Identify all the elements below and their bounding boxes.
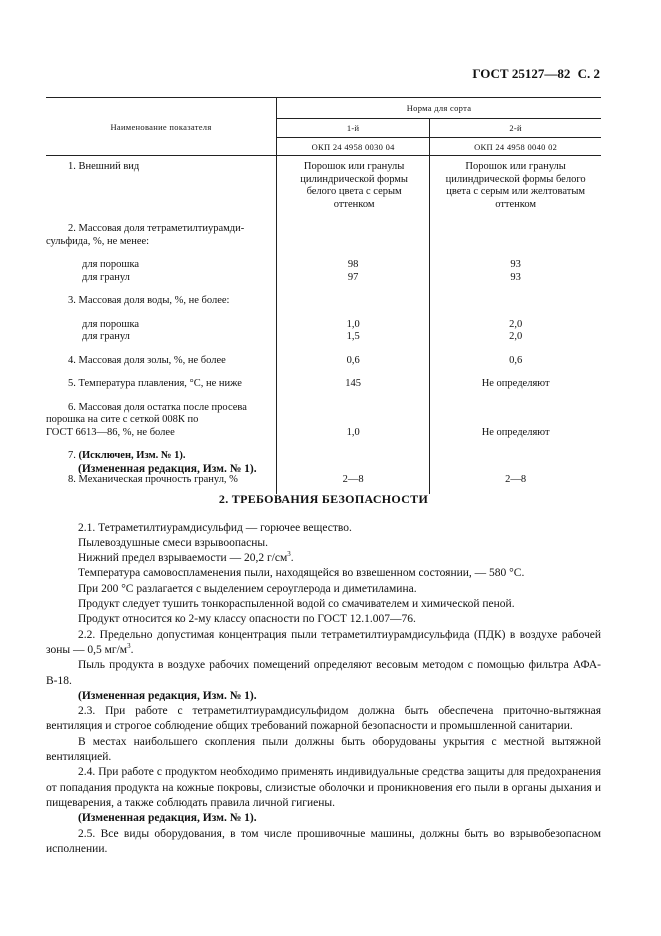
paragraph-text: Нижний предел взрываемости — 20,2 г/см [78, 552, 288, 565]
cell-value: 98 [277, 259, 430, 272]
paragraph: 2.1. Тетраметилтиурамдисульфид — горючее вещество. [78, 521, 352, 534]
row-label: 4. Массовая доля золы, %, не более [68, 354, 226, 366]
paragraph-text: 2.2. Предельно допустимая концентрация пыли тетраметилтиурамдисульфида (ПДК) в воздухе рабочей зоны — 0,5 мг/м [46, 628, 601, 656]
paragraph [46, 628, 601, 659]
table-row [46, 331, 601, 344]
period: . [290, 552, 294, 565]
table-row [46, 223, 601, 248]
paragraph [46, 551, 601, 566]
cell-value: 93 [430, 259, 601, 272]
row-label: (Исключен, Изм. № 1). [78, 450, 186, 461]
page-number: С. 2 [577, 66, 600, 81]
row-sublabel: для порошка [82, 259, 140, 270]
cell-value: Не определяют [430, 402, 601, 440]
paragraph: Продукт относится ко 2-му классу опасности по ГОСТ 12.1.007—76. [78, 613, 416, 626]
paragraph: В местах наибольшего скопления пыли должны быть оборудованы укрытия с местной вытяжной вентиляцией. [46, 735, 601, 764]
cell-value: 1,0 [277, 319, 430, 332]
table-row [46, 450, 601, 463]
table-row [46, 319, 601, 332]
superscript: 3 [287, 550, 291, 559]
col-name-header: Наименование показателя [110, 121, 212, 132]
period: . [130, 643, 134, 656]
cell-value: 2,0 [430, 319, 601, 332]
cell-value: 0,6 [430, 355, 601, 368]
row-label: 1. Внешний вид [68, 161, 140, 172]
row-sublabel: для гранул [82, 331, 130, 342]
table-row [46, 161, 601, 211]
page-header [468, 66, 600, 82]
cell-value: Не определяют [430, 378, 601, 391]
cell-value: 0,6 [277, 355, 430, 368]
okp2-header: ОКП 24 4958 0040 02 [430, 138, 601, 156]
spec-table [46, 97, 601, 494]
table-row [46, 402, 601, 440]
table-row [46, 295, 601, 308]
row-label: 5. Температура плавления, °С, не ниже [68, 378, 242, 389]
cell-value: Порошок или гранулы цилиндрической формы белого цвета с серым или желтоватым оттенком [445, 161, 586, 210]
paragraph: Пыль продукта в воздухе рабочих помещений определяют весовым методом с помощью фильтра АФА-В-18. [46, 659, 601, 687]
cell-value: 1,5 [277, 331, 430, 344]
cell-value: 2,0 [430, 331, 601, 344]
row-number: 7. [68, 450, 76, 461]
row-sublabel: для гранул [82, 271, 130, 283]
paragraph: Пылевоздушные смеси взрывоопасны. [78, 536, 268, 549]
superscript: 3 [127, 642, 131, 651]
amendment-note: (Измененная редакция, Изм. № 1). [78, 812, 257, 825]
paragraph: 2.5. Все виды оборудования, в том числе прошивочные машины, должны быть во взрывобезопасном исполнении. [46, 827, 601, 855]
table-row [46, 378, 601, 391]
norm-header: Норма для сорта [277, 98, 602, 119]
standard-number: ГОСТ 25127—82 [472, 66, 571, 81]
body-text [46, 462, 601, 857]
row-label-cont: порошка на сите с сеткой 008К по [46, 414, 199, 425]
cell-value: 2—8 [430, 474, 601, 487]
table-row [46, 259, 601, 272]
cell-value: 97 [277, 272, 430, 285]
grade2-header: 2-й [430, 119, 601, 138]
grade1-header: 1-й [277, 119, 430, 138]
paragraph: 2.3. При работе с тетраметилтиурамдисульфидом должна быть обеспечена приточно-вытяжная вентиляция и строгое соблюдение общих требований пожарной безопасности и промышленной санитарии. [46, 705, 601, 733]
row-label: 2. Массовая доля тетраметилтиурамди- [68, 223, 245, 234]
amendment-note: (Измененная редакция, Изм. № 1). [78, 689, 257, 702]
row-label-cont: ГОСТ 6613—86, %, не более [46, 426, 175, 438]
row-label-cont: сульфида, %, не менее: [46, 235, 150, 247]
amendment-note: (Измененная редакция, Изм. № 1). [78, 463, 257, 475]
row-label: 3. Массовая доля воды, %, не более: [68, 295, 230, 306]
row-label: 6. Массовая доля остатка после просева [68, 401, 247, 413]
cell-value: 93 [430, 272, 601, 285]
cell-value: 2—8 [277, 474, 430, 487]
table-row [46, 355, 601, 368]
paragraph: При 200 °С разлагается с выделением сероуглерода и диметиламина. [78, 582, 417, 595]
cell-value: Порошок или гранулы цилиндрической формы белого цвета с серым оттенком [300, 161, 408, 210]
paragraph: Температура самовоспламенения пыли, находящейся во взвешенном состоянии, — 580 °С. [78, 567, 525, 580]
row-sublabel: для порошка [82, 318, 140, 330]
paragraph: Продукт следует тушить тонкораспыленной водой со смачивателем и химической пеной. [78, 598, 515, 611]
paragraph: 2.4. При работе с продуктом необходимо применять индивидуальные средства защиты для предохранения от попадания продукта на кожные покровы, слизистые оболочки и проникновения его пыли в органы дыхания и пищеварения, а также соблюдать правила личной гигиены. [46, 766, 601, 809]
section-title: 2. ТРЕБОВАНИЯ БЕЗОПАСНОСТИ [218, 492, 429, 507]
table-row [46, 272, 601, 285]
cell-value: 145 [277, 378, 430, 391]
okp1-header: ОКП 24 4958 0030 04 [277, 138, 430, 156]
cell-value: 1,0 [277, 402, 430, 440]
row-label: 8. Механическая прочность гранул, % [68, 473, 238, 485]
